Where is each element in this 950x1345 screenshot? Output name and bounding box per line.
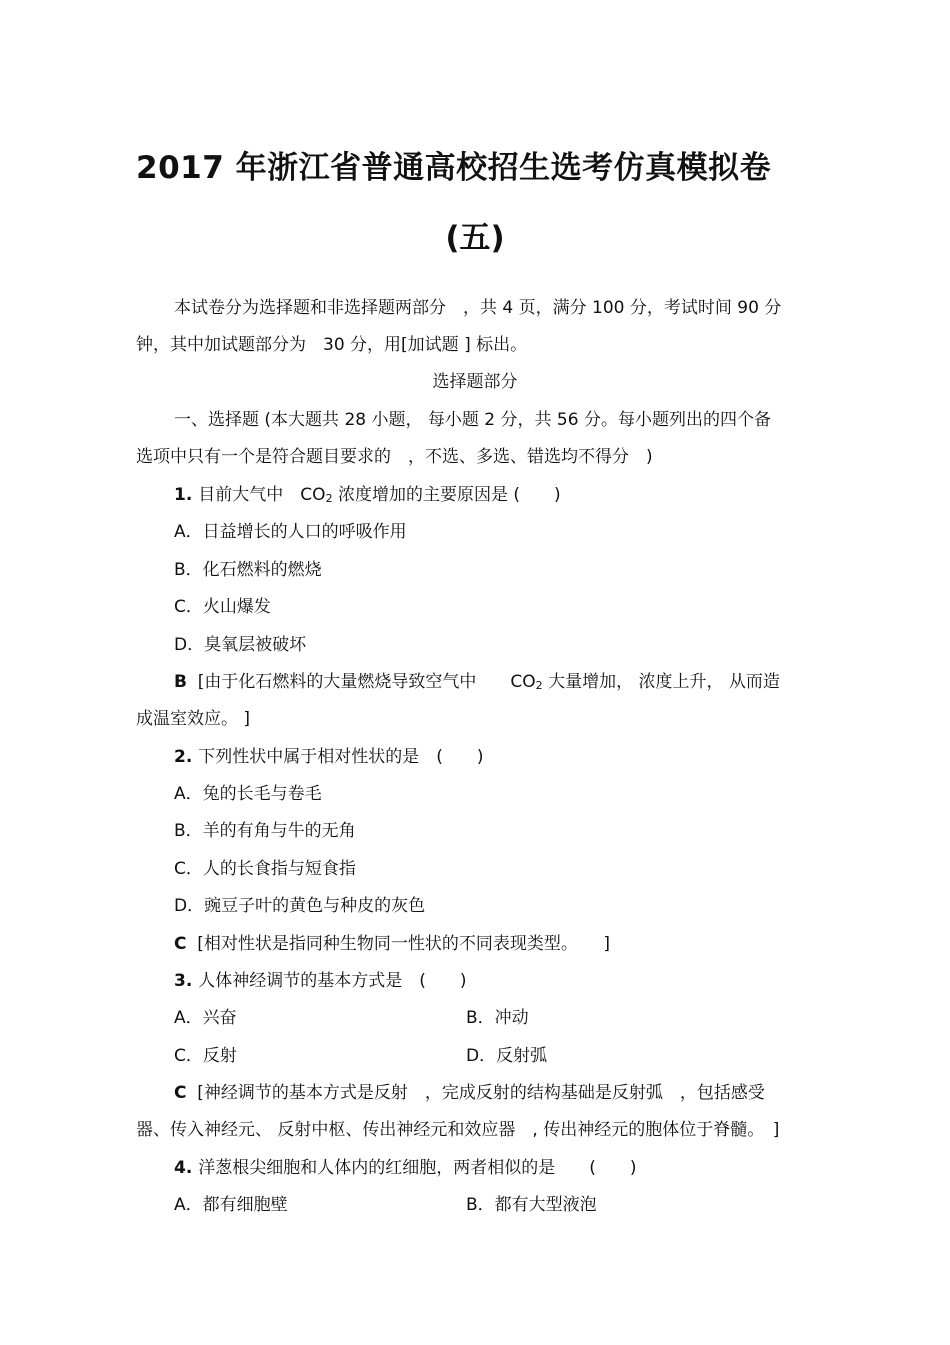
question-3-stem — [174, 970, 467, 992]
question-1-option-d: D．臭氧层被破坏 — [174, 635, 307, 655]
section-title: 选择题部分 — [432, 372, 518, 392]
question-1-option-c: C．火山爆发 — [174, 597, 271, 617]
question-1-explanation-line-2: 成温室效应。 ] — [136, 709, 251, 729]
answer-letter: C — [174, 1083, 187, 1103]
question-2-option-d: D．豌豆子叶的黄色与种皮的灰色 — [174, 896, 426, 916]
question-3-option-d: D．反射弧 — [466, 1046, 548, 1066]
part-header-line-1: 一、选择题 (本大题共 28 小题， 每小题 2 分，共 56 分。每小题列出的四个备 — [174, 410, 771, 430]
stem-text: 目前大气中 CO — [198, 485, 326, 505]
question-number: 4. — [174, 1158, 193, 1178]
question-3-explanation — [174, 1082, 765, 1104]
question-1-option-a: A．日益增长的人口的呼吸作用 — [174, 522, 407, 542]
question-number: 3. — [174, 971, 193, 991]
question-2-stem — [174, 746, 484, 768]
question-2-explanation — [174, 933, 610, 955]
question-number: 2. — [174, 747, 193, 767]
explanation-text: [由于化石燃料的大量燃烧导致空气中 CO — [197, 672, 536, 692]
question-2-option-c: C．人的长食指与短食指 — [174, 859, 356, 879]
question-1-explanation — [174, 671, 780, 697]
question-1-option-b: B．化石燃料的燃烧 — [174, 560, 322, 580]
explanation-text: [神经调节的基本方式是反射 ，完成反射的结构基础是反射弧 ，包括感受 — [197, 1083, 765, 1103]
question-3-explanation-line-2: 器、传入神经元、 反射中枢、传出神经元和效应器 , 传出神经元的胞体位于脊髓。 ] — [136, 1120, 780, 1140]
question-1-stem — [174, 484, 561, 510]
question-2-option-a: A．兔的长毛与卷毛 — [174, 784, 322, 804]
intro-line-2: 钟，其中加试题部分为 30 分，用[加试题 ] 标出。 — [136, 335, 528, 355]
subscript: 2 — [535, 679, 543, 692]
question-4-option-a: A．都有细胞壁 — [174, 1195, 288, 1215]
question-4-stem — [174, 1157, 637, 1179]
question-3-option-b: B．冲动 — [466, 1008, 529, 1028]
stem-text: 洋葱根尖细胞和人体内的红细胞，两者相似的是 ( ) — [198, 1158, 637, 1178]
stem-text: 人体神经调节的基本方式是 ( ) — [198, 971, 467, 991]
stem-text: 浓度增加的主要原因是 ( ) — [332, 485, 561, 505]
explanation-text: 大量增加， 浓度上升， 从而造 — [542, 672, 780, 692]
answer-letter: C — [174, 934, 187, 954]
exam-title: 2017 年浙江省普通高校招生选考仿真模拟卷 — [136, 150, 772, 186]
question-3-option-c: C．反射 — [174, 1046, 237, 1066]
subscript: 2 — [325, 492, 333, 505]
stem-text: 下列性状中属于相对性状的是 ( ) — [198, 747, 484, 767]
question-number: 1. — [174, 485, 193, 505]
answer-letter: B — [174, 672, 187, 692]
intro-line-1: 本试卷分为选择题和非选择题两部分 ，共 4 页，满分 100 分，考试时间 90 分 — [174, 298, 782, 318]
part-header-line-2: 选项中只有一个是符合题目要求的 ，不选、多选、错选均不得分 ) — [136, 447, 653, 467]
explanation-text: [相对性状是指同种生物同一性状的不同表现类型。 ] — [197, 934, 611, 954]
question-4-option-b: B．都有大型液泡 — [466, 1195, 597, 1215]
exam-subtitle: (五) — [445, 220, 505, 256]
question-2-option-b: B．羊的有角与牛的无角 — [174, 821, 356, 841]
question-3-option-a: A．兴奋 — [174, 1008, 237, 1028]
